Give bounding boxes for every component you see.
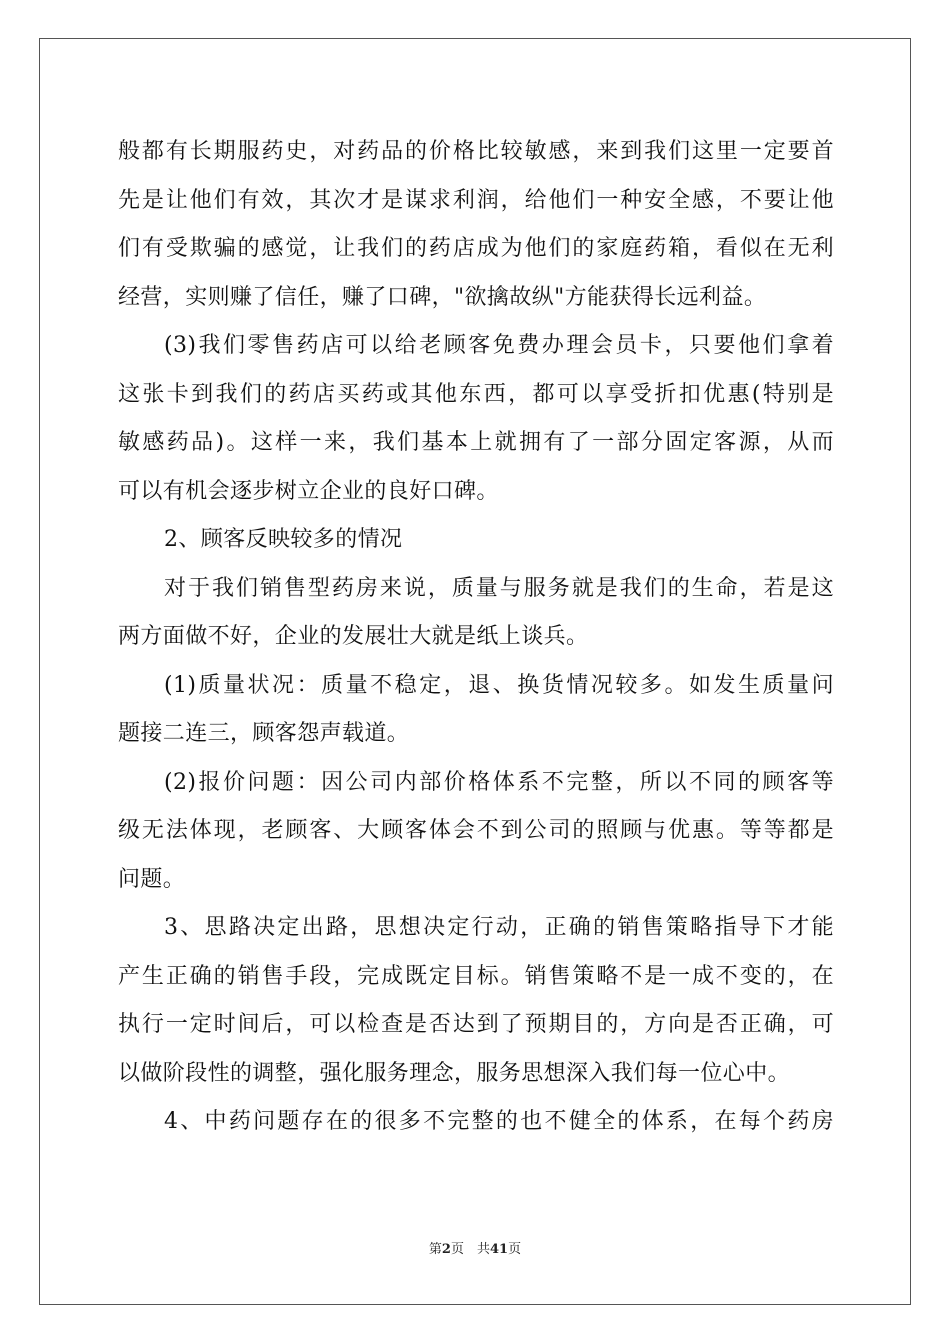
paragraph-line: 可以有机会逐步树立企业的良好口碑。 (118, 478, 499, 504)
paragraph-line: 级无法体现，老顾客、大顾客体会不到公司的照顾与优惠。等等都是 (118, 818, 834, 843)
paragraph-line: 对于我们销售型药房来说，质量与服务就是我们的生命，若是这 (164, 575, 834, 601)
paragraph-line: 4、中药问题存在的很多不完整的也不健全的体系，在每个药房 (164, 1109, 834, 1134)
paragraph-line: (2)报价问题：因公司内部价格体系不完整，所以不同的顾客等 (164, 769, 834, 795)
paragraph-line: 问题。 (118, 866, 186, 892)
paragraph-line: 执行一定时间后，可以检查是否达到了预期目的，方向是否正确，可 (118, 1012, 834, 1037)
footer-middle: 页 共 (450, 1242, 490, 1257)
footer-current-page: 2 (441, 1242, 451, 1257)
paragraph-line: 般都有长期服药史，对药品的价格比较敏感，来到我们这里一定要首 (118, 139, 834, 164)
page-footer (0, 1241, 950, 1259)
paragraph-line: 以做阶段性的调整，强化服务理念，服务思想深入我们每一位心中。 (118, 1060, 791, 1086)
paragraph-line: 先是让他们有效，其次才是谋求利润，给他们一种安全感，不要让他 (118, 187, 834, 213)
footer-prefix: 第 (428, 1242, 442, 1257)
paragraph-line: (1)质量状况：质量不稳定，退、换货情况较多。如发生质量问 (164, 672, 834, 698)
paragraph-line: 经营，实则赚了信任，赚了口碑，"欲擒故纵"方能获得长远利益。 (118, 284, 767, 310)
paragraph-line: 这张卡到我们的药店买药或其他东西，都可以享受折扣优惠(特别是 (118, 381, 834, 407)
paragraph-line: 3、思路决定出路，思想决定行动，正确的销售策略指导下才能 (164, 915, 834, 940)
paragraph-line: 产生正确的销售手段，完成既定目标。销售策略不是一成不变的，在 (118, 963, 834, 989)
paragraph-line: 题接二连三，顾客怨声载道。 (118, 721, 410, 746)
footer-suffix: 页 (508, 1242, 522, 1257)
paragraph-line: 两方面做不好，企业的发展壮大就是纸上谈兵。 (118, 624, 589, 649)
footer-total-pages: 41 (489, 1242, 509, 1257)
document-body (118, 128, 834, 1147)
paragraph-line: (3)我们零售药店可以给老顾客免费办理会员卡，只要他们拿着 (164, 333, 834, 358)
paragraph-line: 敏感药品)。这样一来，我们基本上就拥有了一部分固定客源，从而 (118, 430, 834, 455)
paragraph-line: 们有受欺骗的感觉，让我们的药店成为他们的家庭药箱，看似在无利 (118, 236, 834, 261)
paragraph-line: 2、顾客反映较多的情况 (164, 527, 403, 552)
